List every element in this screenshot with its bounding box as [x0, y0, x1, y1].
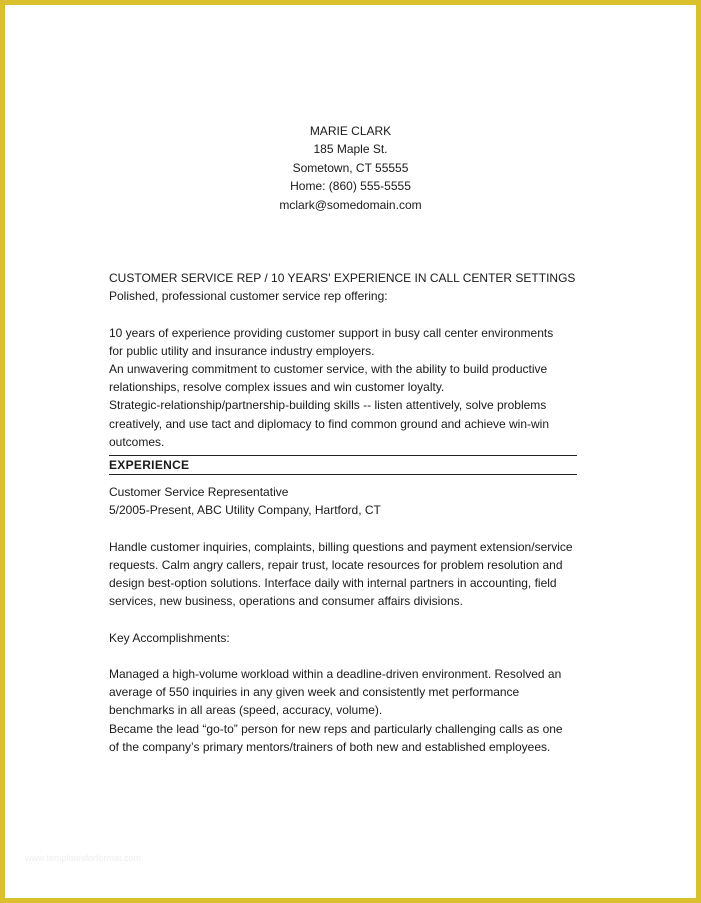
- summary-line: Strategic-relationship/partnership-building skills -- listen attentively, solve problems: [109, 398, 547, 413]
- summary-headline: CUSTOMER SERVICE REP / 10 YEARS' EXPERIENCE IN CALL CENTER SETTINGS: [109, 271, 576, 285]
- summary-line: relationships, resolve complex issues and win customer loyalty.: [109, 380, 445, 395]
- watermark-text: www.templatesforformat.com: [25, 853, 142, 863]
- resume-page: [5, 5, 696, 898]
- accomplishment-line: Managed a high-volume workload within a deadline-driven environment. Resolved an: [109, 667, 562, 681]
- job-meta: 5/2005-Present, ABC Utility Company, Hartford, CT: [109, 503, 381, 518]
- section-heading-experience: EXPERIENCE: [109, 458, 190, 473]
- job-title: Customer Service Representative: [109, 485, 289, 500]
- job-description-line: Handle customer inquiries, complaints, billing questions and payment extension/service: [109, 539, 573, 554]
- contact-city: Sometown, CT 55555: [292, 160, 409, 175]
- contact-name: MARIE CLARK: [309, 124, 392, 138]
- summary-line: for public utility and insurance industry employers.: [109, 343, 375, 358]
- accomplishment-line: Became the lead “go-to” person for new reps and particularly challenging calls as one: [109, 721, 563, 736]
- accomplishment-line: of the company’s primary mentors/trainers of both new and established employees.: [109, 739, 551, 754]
- contact-header: [5, 122, 696, 214]
- contact-street: 185 Maple St.: [313, 142, 388, 157]
- summary-line: outcomes.: [109, 434, 165, 449]
- job-description-line: services, new business, operations and consumer affairs divisions.: [109, 594, 463, 609]
- accomplishment-line: benchmarks in all areas (speed, accuracy, volume).: [109, 703, 383, 718]
- contact-email: mclark@somedomain.com: [279, 197, 422, 212]
- accomplishment-line: average of 550 inquiries in any given week and consistently met performance: [109, 685, 520, 700]
- summary-intro: Polished, professional customer service rep offering:: [109, 289, 388, 304]
- summary-line: An unwavering commitment to customer service, with the ability to build productive: [109, 362, 548, 376]
- job-description-line: design best-option solutions. Interface daily with internal partners in accounting, field: [109, 576, 557, 591]
- summary-line: 10 years of experience providing customer support in busy call center environments: [109, 325, 554, 340]
- summary-line: creatively, and use tact and diplomacy to find common ground and achieve win-win: [109, 416, 550, 431]
- resume-body: [109, 269, 577, 756]
- section-divider-bottom: [109, 474, 577, 475]
- contact-phone: Home: (860) 555-5555: [290, 179, 411, 194]
- job-description-line: requests. Calm angry callers, repair trust, locate resources for problem resolution and: [109, 557, 563, 572]
- accomplishments-label: Key Accomplishments:: [109, 630, 230, 645]
